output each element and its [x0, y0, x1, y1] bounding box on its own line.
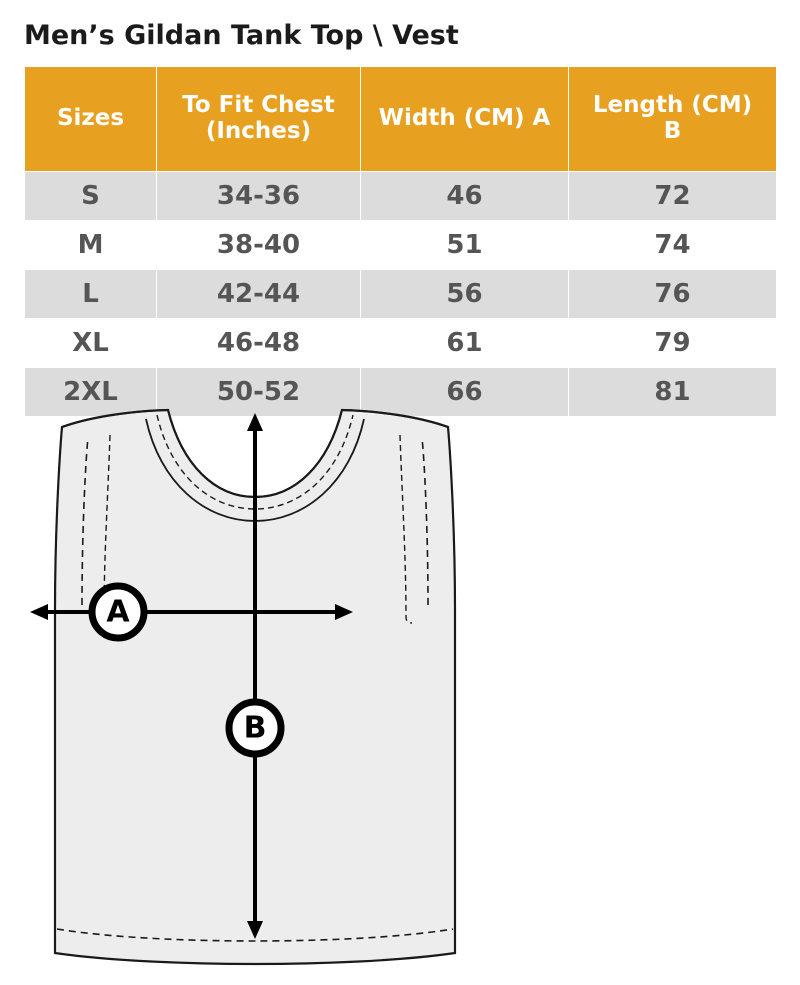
column-header-sizes-label: Sizes [56, 105, 125, 132]
page-title: Men’s Gildan Tank Top \ Vest [24, 20, 459, 51]
cell-width: 61 [361, 319, 569, 368]
garment-diagram [0, 405, 800, 985]
cell-chest: 34-36 [157, 172, 361, 221]
cell-length: 72 [569, 172, 777, 221]
column-header-chest-line2: (Inches) [205, 118, 312, 144]
table-row [25, 270, 777, 319]
column-header-length-line1: Length (CM) [592, 92, 753, 119]
table-header-row [25, 67, 777, 172]
column-header-width-label: Width (CM) A [378, 105, 551, 132]
cell-size: S [25, 172, 157, 221]
table-row [25, 172, 777, 221]
cell-width: 66 [361, 368, 569, 417]
cell-chest: 46-48 [157, 319, 361, 368]
column-header-length [569, 67, 777, 172]
column-header-chest-line1: To Fit Chest [182, 92, 335, 119]
cell-length: 76 [569, 270, 777, 319]
cell-size: 2XL [25, 368, 157, 417]
cell-size: XL [25, 319, 157, 368]
cell-length: 81 [569, 368, 777, 417]
table-row [25, 221, 777, 270]
cell-chest: 38-40 [157, 221, 361, 270]
column-header-width [361, 67, 569, 172]
cell-size: M [25, 221, 157, 270]
size-chart-table [24, 66, 777, 417]
cell-chest: 42-44 [157, 270, 361, 319]
cell-width: 51 [361, 221, 569, 270]
column-header-chest [157, 67, 361, 172]
width-arrow-head-left [30, 604, 48, 620]
table-header [25, 67, 777, 172]
column-header-sizes [25, 67, 157, 172]
cell-length: 74 [569, 221, 777, 270]
length-arrow-head-top [247, 413, 263, 431]
width-marker-label: A [106, 594, 130, 630]
column-header-length-line2: B [663, 118, 682, 144]
cell-width: 56 [361, 270, 569, 319]
cell-width: 46 [361, 172, 569, 221]
cell-size: L [25, 270, 157, 319]
cell-length: 79 [569, 319, 777, 368]
table-row [25, 319, 777, 368]
length-marker-label: B [243, 710, 267, 746]
table-body [25, 172, 777, 417]
cell-chest: 50-52 [157, 368, 361, 417]
